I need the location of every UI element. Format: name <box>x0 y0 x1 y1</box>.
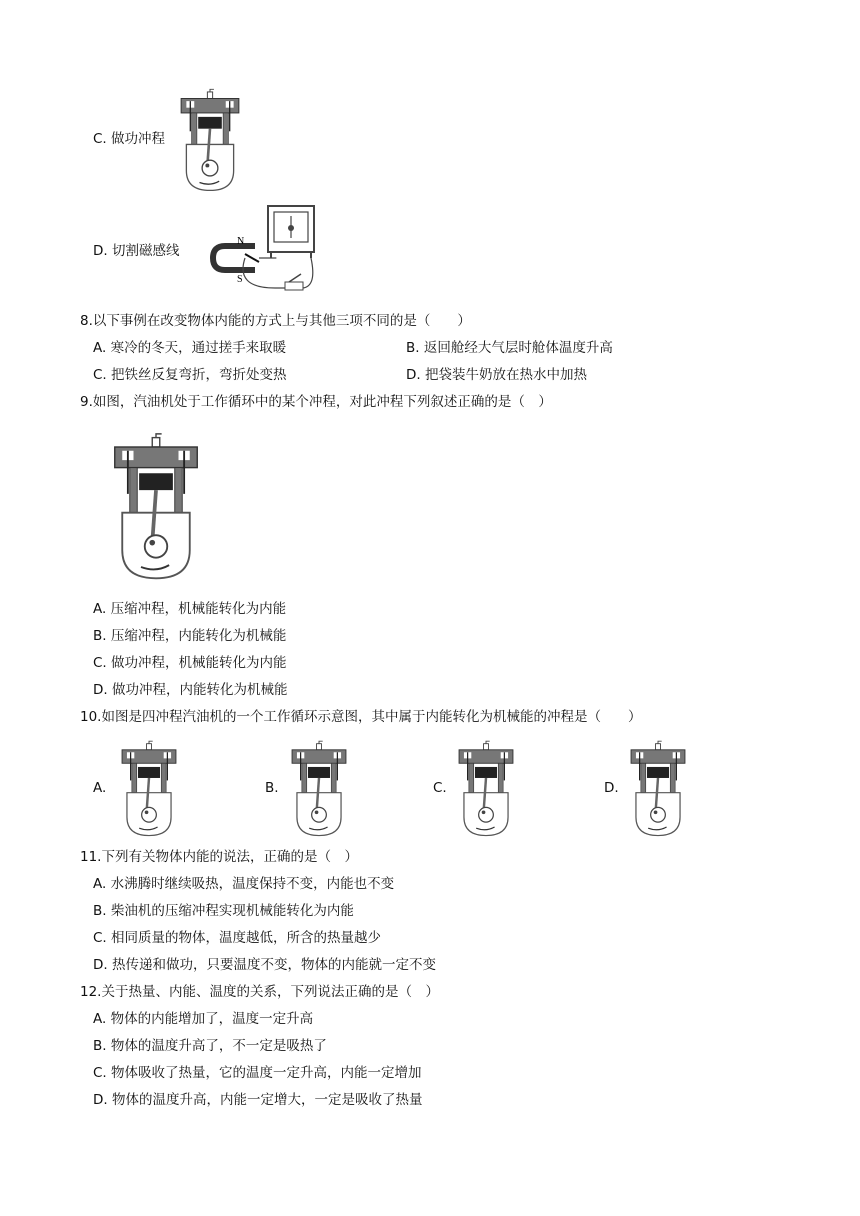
q12-option-b: B. 物体的温度升高了，不一定是吸热了 <box>93 1038 327 1054</box>
magnetic-induction-diagram <box>205 202 320 294</box>
q10-label-c: C. <box>433 780 447 796</box>
magnet-s-label: S <box>237 274 243 285</box>
q10-stem: 10.如图是四冲程汽油机的一个工作循环示意图，其中属于内能转化为机械能的冲程是（ ） <box>80 709 642 725</box>
q12-option-d: D. 物体的温度升高，内能一定增大，一定是吸收了热量 <box>93 1092 423 1108</box>
q11-option-a: A. 水沸腾时继续吸热，温度保持不变，内能也不变 <box>93 876 395 892</box>
q8-option-c: C. 把铁丝反复弯折，弯折处变热 <box>93 367 287 383</box>
q8-option-a: A. 寒冷的冬天，通过搓手来取暖 <box>93 340 287 356</box>
q11-option-d: D. 热传递和做功，只要温度不变，物体的内能就一定不变 <box>93 957 436 973</box>
q9-option-b: B. 压缩冲程，内能转化为机械能 <box>93 628 287 644</box>
q11-option-c: C. 相同质量的物体，温度越低，所含的热量越少 <box>93 930 382 946</box>
engine-diagram-q9 <box>100 432 212 582</box>
q8-stem: 8.以下事例在改变物体内能的方式上与其他三项不同的是（ ） <box>80 313 471 329</box>
q10-label-a: A. <box>93 780 107 796</box>
q8-option-b: B. 返回舱经大气层时舱体温度升高 <box>406 340 613 356</box>
q9-stem: 9.如图，汽油机处于工作循环中的某个冲程，对此冲程下列叙述正确的是（ ） <box>80 394 552 410</box>
engine-diagram-q10d <box>622 740 694 838</box>
q7-option-d: D. 切割磁感线 <box>93 243 180 259</box>
q11-stem: 11.下列有关物体内能的说法，正确的是（ ） <box>80 849 358 865</box>
q12-option-c: C. 物体吸收了热量，它的温度一定升高，内能一定增加 <box>93 1065 422 1081</box>
q7-option-c: C. 做功冲程 <box>93 131 166 147</box>
engine-diagram-q10c <box>450 740 522 838</box>
q12-option-a: A. 物体的内能增加了，温度一定升高 <box>93 1011 314 1027</box>
q9-option-c: C. 做功冲程，机械能转化为内能 <box>93 655 287 671</box>
engine-diagram-q10a <box>113 740 185 838</box>
magnet-n-label: N <box>237 236 245 247</box>
q10-label-d: D. <box>604 780 619 796</box>
q9-option-a: A. 压缩冲程，机械能转化为内能 <box>93 601 287 617</box>
engine-diagram-q7c <box>175 88 245 193</box>
q8-option-d: D. 把袋装牛奶放在热水中加热 <box>406 367 587 383</box>
q12-stem: 12.关于热量、内能、温度的关系，下列说法正确的是（ ） <box>80 984 439 1000</box>
q11-option-b: B. 柴油机的压缩冲程实现机械能转化为内能 <box>93 903 354 919</box>
q10-label-b: B. <box>265 780 279 796</box>
engine-diagram-q10b <box>283 740 355 838</box>
q9-option-d: D. 做功冲程，内能转化为机械能 <box>93 682 288 698</box>
